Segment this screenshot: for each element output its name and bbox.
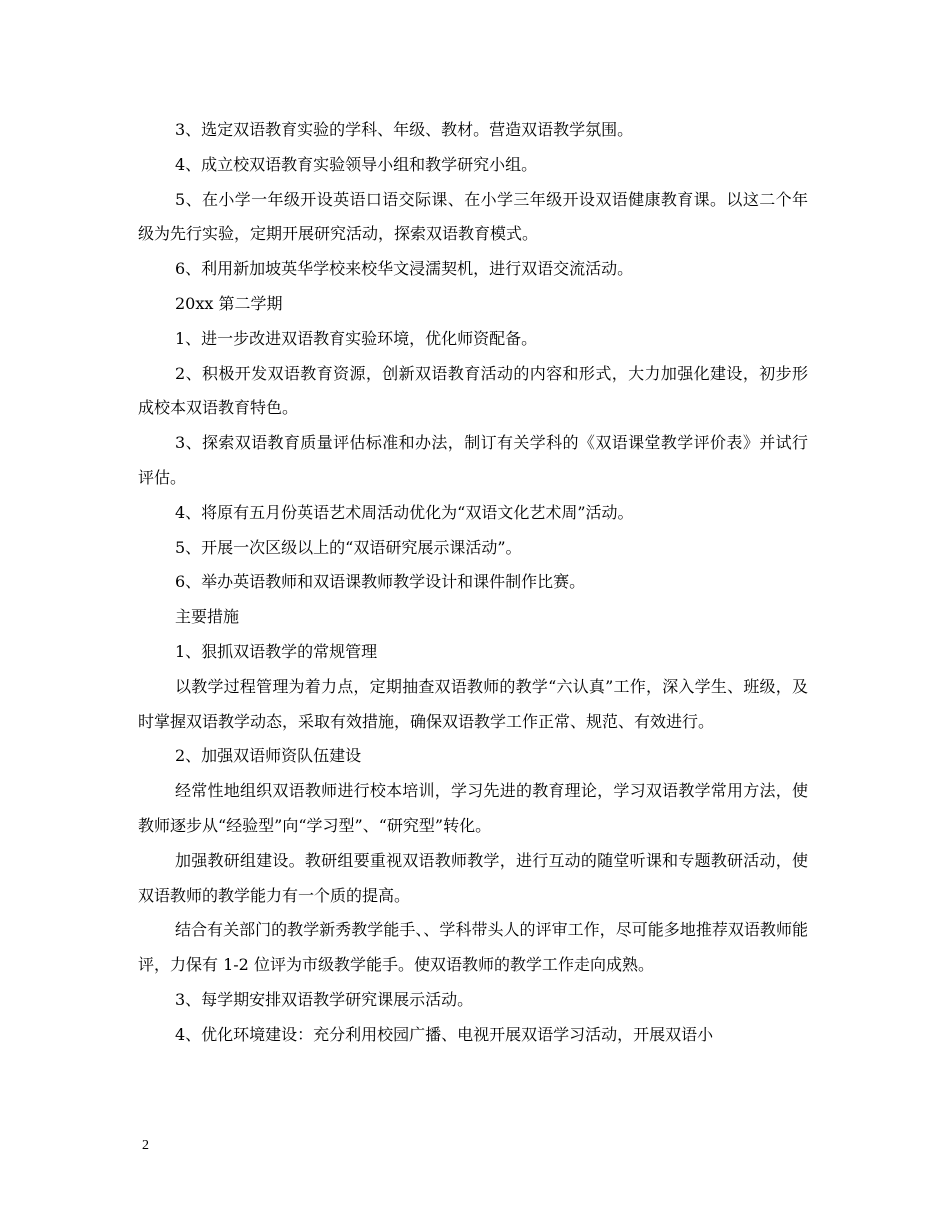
paragraph-semester-item-6: 6、举办英语教师和双语课教师教学设计和课件制作比赛。	[175, 572, 586, 592]
paragraph-semester-item-3: 3、探索双语教育质量评估标准和办法，制订有关学科的《双语课堂教学评价表》并试行评估。	[138, 433, 808, 487]
measure-heading-3: 3、每学期安排双语教学研究课展示活动。	[175, 989, 474, 1009]
paragraph-item-6: 6、利用新加坡英华学校来校华文浸濡契机，进行双语交流活动。	[175, 259, 634, 279]
paragraph-item-4: 4、成立校双语教育实验领导小组和教学研究小组。	[175, 154, 538, 174]
section-heading-main-measures: 主要措施	[175, 607, 240, 627]
measure-heading-4: 4、优化环境建设：充分利用校园广播、电视开展双语学习活动，开展双语小	[175, 1024, 714, 1044]
measure-paragraph-1: 以教学过程管理为着力点，定期抽查双语教师的教学“六认真”工作，深入学生、班级，及时掌握双语教学动态，采取有效措施，确保双语教学工作正常、规范、有效进行。	[138, 676, 808, 731]
document-body	[138, 113, 808, 1053]
paragraph-semester-item-1: 1、进一步改进双语教育实验环境，优化师资配备。	[175, 328, 538, 348]
measure-heading-2: 2、加强双语师资队伍建设	[175, 746, 362, 766]
section-heading-second-semester: 20xx 第二学期	[175, 293, 283, 313]
paragraph-item-3: 3、选定双语教育实验的学科、年级、教材。营造双语教学氛围。	[175, 120, 634, 139]
measure-paragraph-2b: 加强教研组建设。教研组要重视双语教师教学，进行互动的随堂听课和专题教研活动，使双语教师的教学能力有一个质的提高。	[138, 850, 808, 905]
measure-paragraph-2c: 结合有关部门的教学新秀教学能手、、学科带头人的评审工作，尽可能多地推荐双语教师能评，力保有 1-2 位评为市级教学能手。使双语教师的教学工作走向成熟。	[138, 920, 808, 975]
paragraph-semester-item-5: 5、开展一次区级以上的“双语研究展示课活动”。	[175, 537, 522, 557]
paragraph-semester-item-4: 4、将原有五月份英语艺术周活动优化为“双语文化艺术周”活动。	[175, 502, 634, 522]
measure-paragraph-2a: 经常性地组织双语教师进行校本培训，学习先进的教育理论，学习双语教学常用方法，使教师逐步从“经验型”向“学习型”、“研究型”转化。	[138, 781, 808, 835]
page-number: 2	[142, 1138, 149, 1153]
measure-heading-1: 1、狠抓双语教学的常规管理	[175, 641, 378, 661]
paragraph-item-5: 5、在小学一年级开设英语口语交际课、在小学三年级开设双语健康教育课。以这二个年级为先行实验，定期开展研究活动，探索双语教育模式。	[138, 189, 808, 244]
paragraph-semester-item-2: 2、积极开发双语教育资源，创新双语教育活动的内容和形式，大力加强化建设，初步形成校本双语教育特色。	[138, 363, 808, 418]
